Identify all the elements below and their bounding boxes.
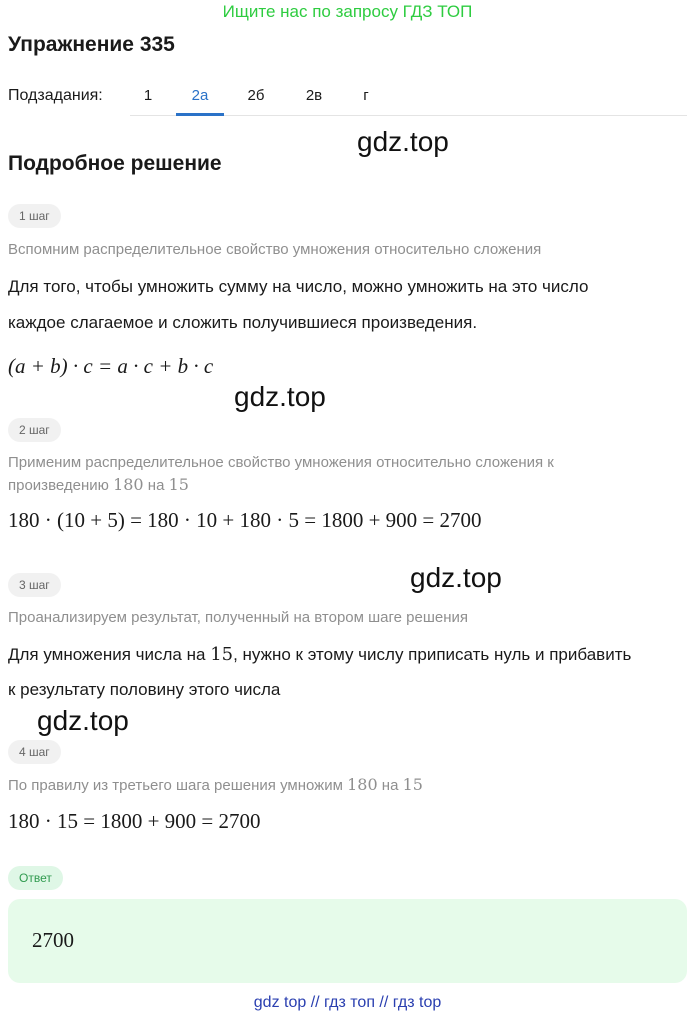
step-number: 15 [210,644,234,665]
step-text-line [8,644,631,665]
tab-1[interactable]: 1 [143,87,153,104]
watermark: gdz.top [37,705,129,736]
hint-number: 15 [402,775,423,794]
step-text: каждое слагаемое и сложить получившиеся произведения. [8,313,478,332]
tab-2b[interactable]: 2б [247,87,265,104]
tab-2a[interactable]: 2а [191,87,209,104]
promo-banner[interactable]: Ищите нас по запросу ГДЗ ТОП [222,2,473,21]
footer-links[interactable]: gdz top // гдз топ // гдз top [253,994,442,1011]
step-badge: 2 шаг [8,418,61,442]
answer-box [8,899,687,983]
hint-text: на [381,777,399,794]
step-hint-line [8,774,423,797]
step-badge: 4 шаг [8,740,61,764]
hint-number: 15 [168,475,189,494]
tab-g[interactable]: г [363,87,369,104]
formula: 180 · 15 = 1800 + 900 = 2700 [8,809,261,833]
answer-value: 2700 [32,928,74,952]
formula-text: (a + b) · c = a · c + b · c [8,354,214,378]
page-title: Упражнение 335 [8,33,175,56]
step-hint-line [8,474,189,497]
step-text: Для умножения числа на [8,645,206,664]
step-badge: 1 шаг [8,204,61,228]
hint-text: По правилу из третьего шага решения умножим [8,777,343,794]
watermark: gdz.top [234,381,326,412]
watermark: gdz.top [410,562,502,593]
watermark: gdz.top [357,126,449,157]
hint-number: 180 [347,775,378,794]
hint-number: 180 [113,475,144,494]
answer-badge: Ответ [8,866,63,890]
step-badge: 3 шаг [8,573,61,597]
step-hint: Применим распределительное свойство умножения относительно сложения к [8,454,554,471]
formula: 180 · (10 + 5) = 180 · 10 + 180 · 5 = 1800 + 900 = 2700 [8,508,482,532]
step-text: к результату половину этого числа [8,680,281,699]
active-tab-indicator [176,113,224,116]
section-title: Подробное решение [8,152,222,175]
tab-2v[interactable]: 2в [305,87,323,104]
subtasks-label: Подзадания: [8,87,103,104]
step-text: , нужно к этому числу приписать нуль и прибавить [233,645,632,664]
hint-text: на [147,477,165,494]
hint-text: произведению [8,477,109,494]
formula [8,354,213,379]
step-text: Для того, чтобы умножить сумму на число, можно умножить на это число [8,277,589,296]
step-hint: Вспомним распределительное свойство умножения относительно сложения [8,241,542,258]
step-hint: Проанализируем результат, полученный на втором шаге решения [8,609,468,626]
